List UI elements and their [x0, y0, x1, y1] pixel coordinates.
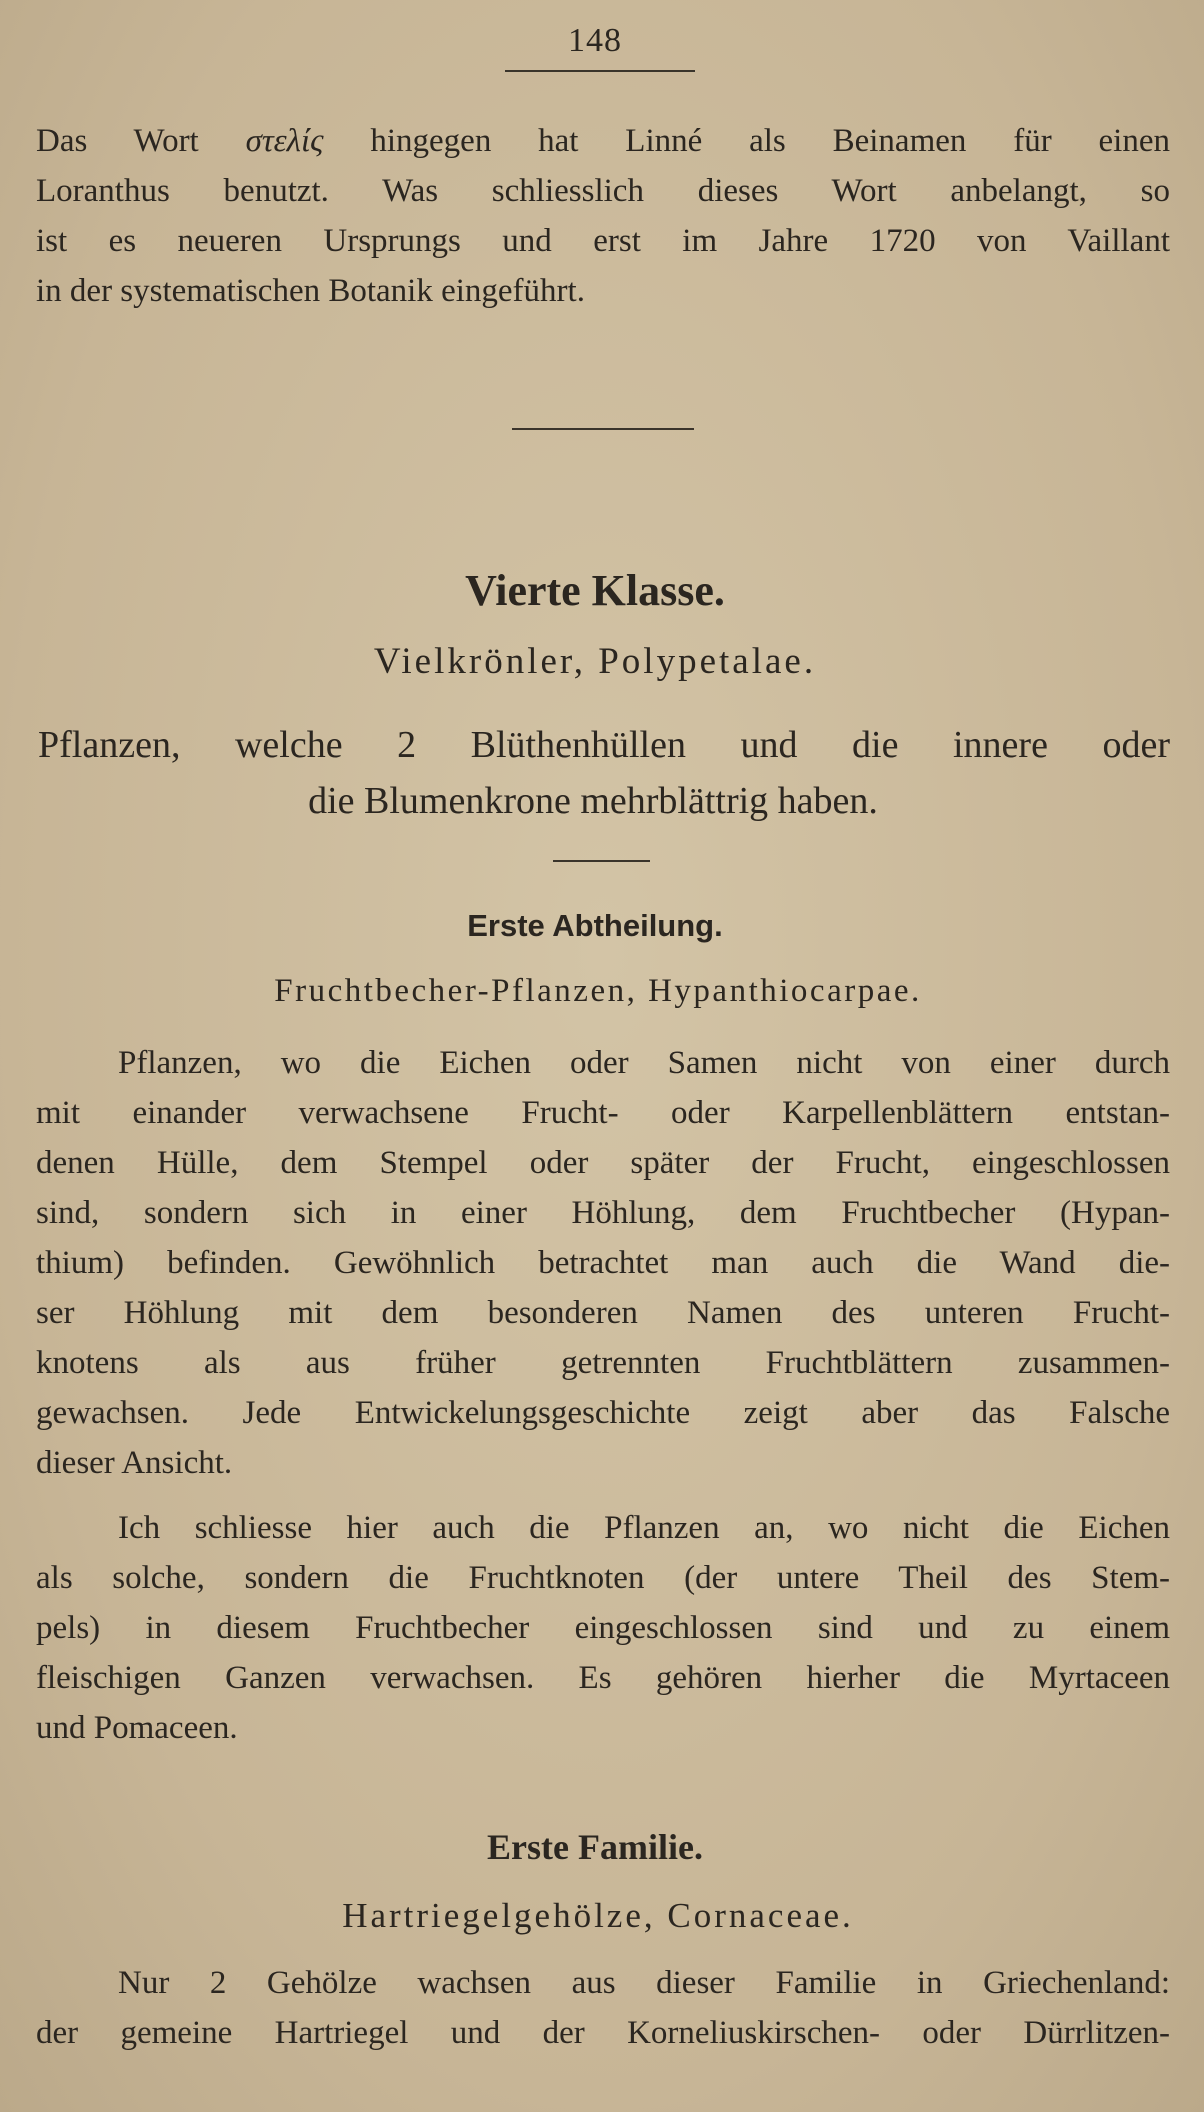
- familie-title: Erste Familie.: [487, 1827, 703, 1867]
- greek-word: στελίς: [245, 123, 324, 159]
- familie-paragraph: [36, 1958, 1170, 2058]
- abt-p1-line-3: denen Hülle, dem Stempel oder später der Frucht, eingeschlossen: [36, 1145, 1170, 1181]
- abt-p1-line-6: ser Höhlung mit dem besonderen Namen des unteren Frucht-: [36, 1295, 1170, 1331]
- page-number-rule: [505, 70, 695, 72]
- klasse-divider-rule: [553, 860, 650, 862]
- page-number: 148: [568, 22, 622, 59]
- intro-line-1: Das Wort στελίς hingegen hat Linné als Beinamen für einen: [36, 123, 1170, 159]
- abt-p2-line-5: und Pomaceen.: [36, 1710, 238, 1746]
- klasse-title: Vierte Klasse.: [465, 566, 725, 615]
- intro-line-2: Loranthus benutzt. Was schliesslich dieses Wort anbelangt, so: [36, 173, 1170, 209]
- abtheilung-paragraph-2: [36, 1503, 1170, 1753]
- fam-line-1: Nur 2 Gehölze wachsen aus dieser Familie in Griechenland:: [118, 1965, 1170, 2001]
- abtheilung-subtitle: Fruchtbecher-Pflanzen, Hypanthiocarpae.: [274, 973, 922, 1009]
- abt-p2-line-4: fleischigen Ganzen verwachsen. Es gehören hierher die Myrtaceen: [36, 1660, 1170, 1696]
- abt-p1-line-9: dieser Ansicht.: [36, 1445, 233, 1481]
- abt-p1-line-5: thium) befinden. Gewöhnlich betrachtet man auch die Wand die-: [36, 1245, 1170, 1281]
- abt-p1-line-8: gewachsen. Jede Entwickelungsgeschichte zeigt aber das Falsche: [36, 1395, 1170, 1431]
- klasse-subtitle: Vielkrönler, Polypetalae.: [373, 641, 817, 682]
- abt-p1-line-7: knotens als aus früher getrennten Fruchtblättern zusammen-: [36, 1345, 1170, 1381]
- klasse-description: [38, 717, 1170, 773]
- abt-p1-line-4: sind, sondern sich in einer Höhlung, dem Fruchtbecher (Hypan-: [36, 1195, 1170, 1231]
- abt-p2-line-3: pels) in diesem Fruchtbecher eingeschlossen sind und zu einem: [36, 1610, 1170, 1646]
- abt-p2-line-1: Ich schliesse hier auch die Pflanzen an, wo nicht die Eichen: [118, 1510, 1170, 1546]
- abtheilung-paragraph-1: [36, 1038, 1170, 1488]
- section-divider-rule: [512, 428, 694, 430]
- abt-p2-line-2: als solche, sondern die Fruchtknoten (der untere Theil des Stem-: [36, 1560, 1170, 1596]
- abt-p1-line-1: Pflanzen, wo die Eichen oder Samen nicht von einer durch: [118, 1045, 1170, 1081]
- klasse-description-line-2: die Blumenkrone mehrblättrig haben.: [308, 780, 878, 822]
- klasse-description-line-1: Pflanzen, welche 2 Blüthenhüllen und die innere oder: [38, 724, 1170, 766]
- fam-line-2: der gemeine Hartriegel und der Korneliuskirschen- oder Dürrlitzen-: [36, 2015, 1170, 2051]
- intro-line-4: in der systematischen Botanik eingeführt.: [36, 273, 585, 309]
- abtheilung-title: Erste Abtheilung.: [467, 908, 723, 943]
- intro-line-3: ist es neueren Ursprungs und erst im Jahre 1720 von Vaillant: [36, 223, 1170, 259]
- intro-paragraph: [36, 116, 1170, 316]
- abt-p1-line-2: mit einander verwachsene Frucht- oder Karpellenblättern entstan-: [36, 1095, 1170, 1131]
- familie-subtitle: Hartriegelgehölze, Cornaceae.: [342, 1896, 854, 1935]
